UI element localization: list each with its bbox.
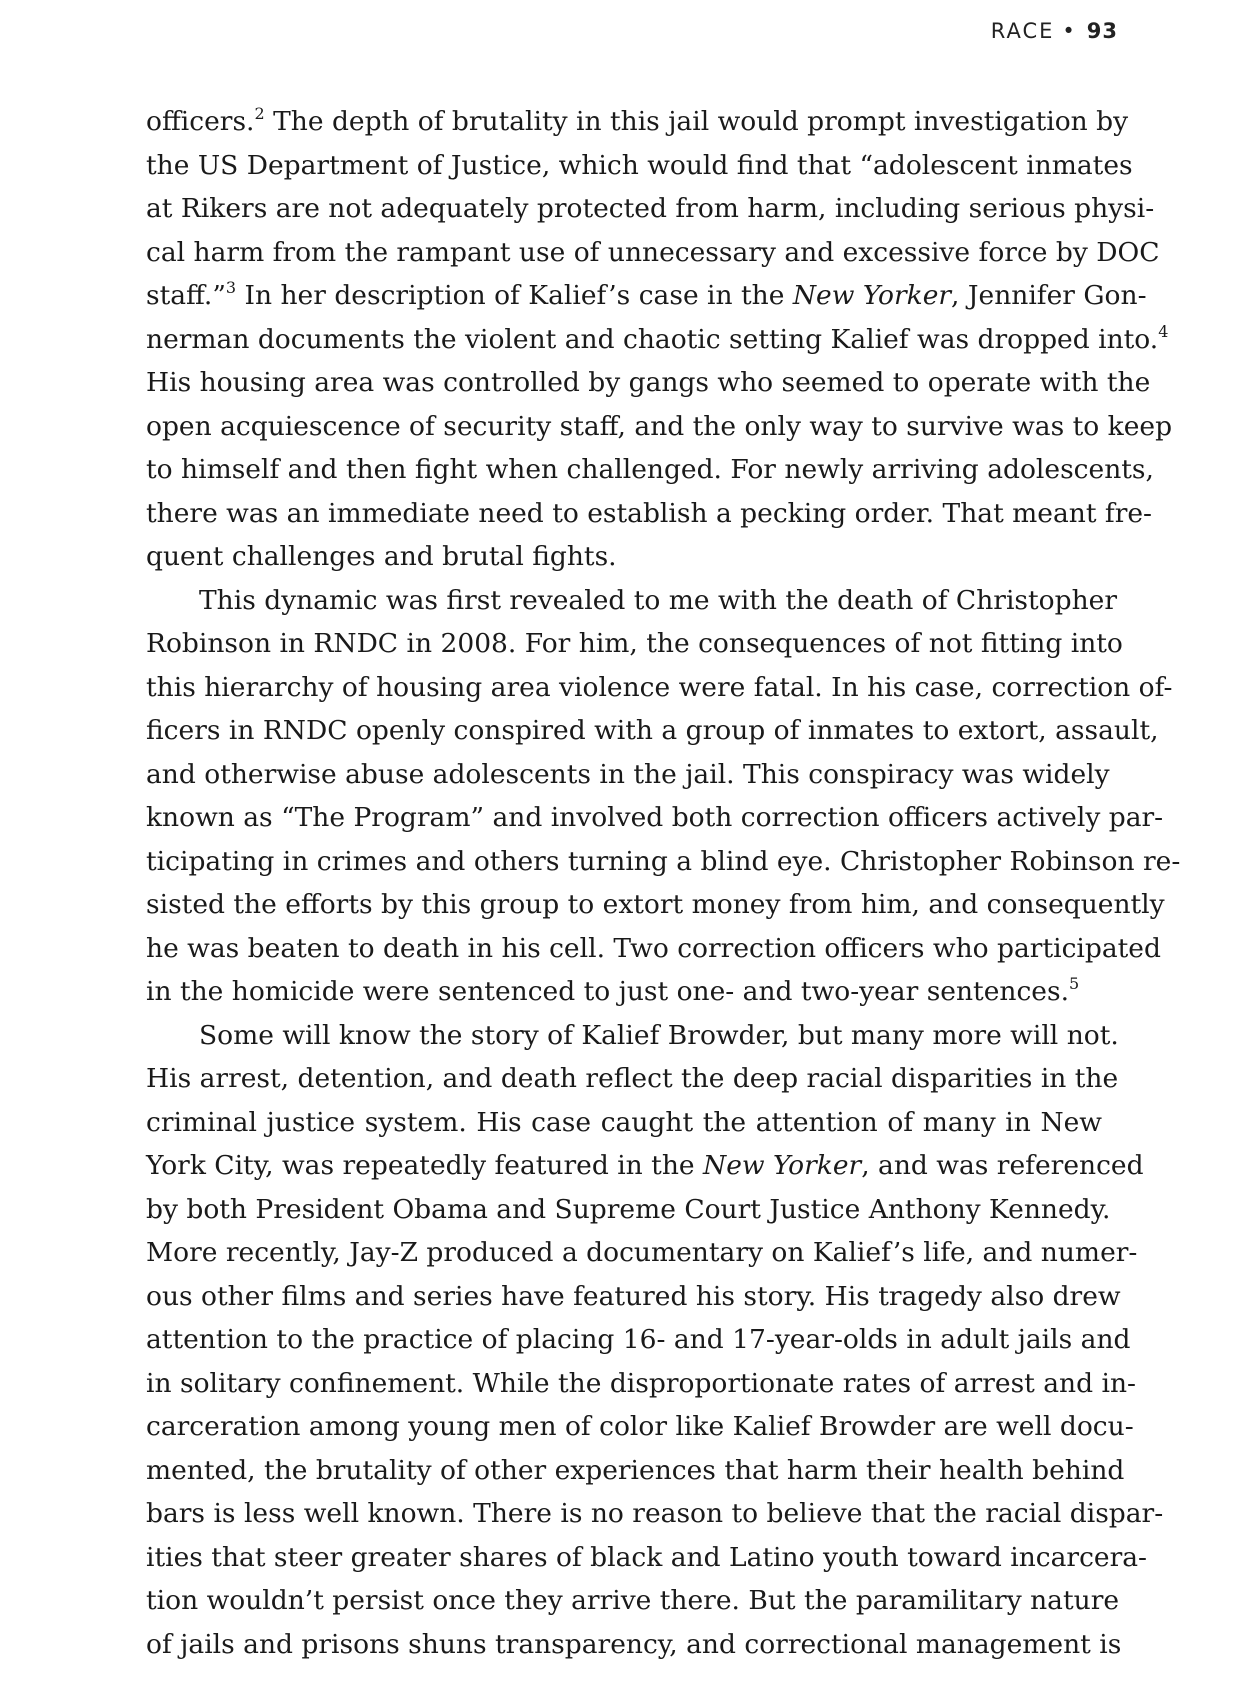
text-run: carceration among young men of color like Kalief Browder are well docu-: [146, 1411, 1134, 1442]
paragraph: [146, 1014, 1164, 1667]
text-line: [146, 1188, 1111, 1232]
text-run: quent challenges and brutal fights.: [146, 541, 617, 572]
text-line: [146, 492, 1153, 536]
text-line: [146, 840, 1181, 884]
text-line: [146, 144, 1133, 188]
text-line: [146, 1101, 1102, 1145]
text-run: criminal justice system. His case caught the attention of many in New: [146, 1106, 1102, 1138]
text-line: [146, 1275, 1121, 1319]
text-run: ticipating in crimes and others turning a blind eye. Christopher Robinson re-: [146, 845, 1181, 877]
text-line: [146, 1536, 1148, 1580]
text-line: [146, 1318, 1131, 1362]
text-line: [146, 1579, 1120, 1623]
text-run: ficers in RNDC openly conspired with a group of inmates to extort, assault,: [146, 715, 1159, 746]
text-run: of jails and prisons shuns transparency, and correctional management is: [146, 1628, 1122, 1660]
text-line: [146, 535, 1102, 579]
text-line: [146, 709, 1159, 753]
text-line: [146, 666, 1173, 710]
text-line: [146, 579, 1118, 623]
text-run: His arrest, detention, and death reflect the deep racial disparities in the: [146, 1063, 1119, 1094]
text-run: In her description of Kalief’s case in the: [236, 280, 793, 311]
section-title: RACE: [990, 19, 1055, 43]
text-run: the US Department of Justice, which would find that “adolescent inmates: [146, 149, 1133, 181]
running-head: [991, 19, 1118, 43]
text-run: in solitary confinement. While the disproportionate rates of arrest and in-: [146, 1367, 1136, 1399]
text-line: [146, 231, 1160, 275]
text-line: [146, 274, 1147, 318]
text-run: at Rikers are not adequately protected from harm, including serious physi-: [146, 193, 1155, 224]
text-run: by both President Obama and Supreme Court Justice Anthony Kennedy.: [146, 1193, 1111, 1225]
text-run: sisted the efforts by this group to extort money from him, and consequently: [146, 889, 1165, 920]
text-run: Robinson in RNDC in 2008. For him, the consequences of not fitting into: [146, 628, 1123, 659]
text-line: [146, 1362, 1136, 1406]
text-run: mented, the brutality of other experiences that harm their health behind: [146, 1454, 1125, 1486]
italic-title: New Yorker: [703, 1150, 862, 1181]
footnote-marker: 3: [225, 277, 237, 297]
text-run: bars is less well known. There is no reason to believe that the racial dispar-: [146, 1498, 1164, 1529]
text-line: [146, 1144, 1144, 1188]
text-run: attention to the practice of placing 16- and 17-year-olds in adult jails and: [146, 1324, 1131, 1355]
text-run: and otherwise abuse adolescents in the jail. This conspiracy was widely: [146, 758, 1110, 790]
text-line: [146, 883, 1165, 927]
text-line: [146, 622, 1123, 666]
text-run: ities that steer greater shares of black and Latino youth toward incarcera-: [146, 1541, 1148, 1573]
footnote-marker: 4: [1158, 321, 1169, 341]
text-run: York City, was repeatedly featured in the: [146, 1150, 703, 1181]
footnote-marker: 2: [254, 103, 265, 123]
text-run: tion wouldn’t persist once they arrive there. But the paramilitary nature: [146, 1585, 1120, 1616]
text-run: His housing area was controlled by gangs who seemed to operate with the: [146, 367, 1151, 398]
paragraph: [146, 579, 1181, 1014]
text-run: staff.”: [146, 280, 226, 311]
text-line: [146, 796, 1164, 840]
text-run: This dynamic was first revealed to me with the death of Christopher: [199, 584, 1118, 616]
text-run: open acquiescence of security staff, and the only way to survive was to keep: [146, 410, 1173, 442]
text-line: [146, 927, 1161, 971]
text-line: [146, 1623, 1122, 1667]
text-run: there was an immediate need to establish a pecking order. That meant fre-: [146, 497, 1153, 529]
text-run: nerman documents the violent and chaotic setting Kalief was dropped into.: [146, 323, 1159, 355]
text-line: [146, 1014, 1119, 1058]
text-line: [146, 1405, 1134, 1449]
text-run: ous other films and series have featured his story. His tragedy also drew: [146, 1280, 1121, 1312]
text-line: [146, 753, 1110, 797]
text-run: The depth of brutality in this jail would prompt investigation by: [264, 106, 1129, 137]
text-line: [146, 1449, 1125, 1493]
paragraph: [146, 100, 1173, 579]
text-run: in the homicide were sentenced to just one- and two-year sentences.: [146, 976, 1069, 1007]
text-run: known as “The Program” and involved both correction officers actively par-: [146, 802, 1164, 833]
text-line: [146, 361, 1151, 405]
text-run: officers.: [146, 106, 255, 137]
text-line: [146, 448, 1154, 492]
text-line: [146, 318, 1169, 362]
text-run: , Jennifer Gon-: [951, 280, 1147, 311]
page-number: 93: [1086, 19, 1118, 43]
text-line: [146, 970, 1102, 1014]
body-text: [146, 100, 1181, 1666]
text-run: cal harm from the rampant use of unnecessary and excessive force by DOC: [146, 236, 1160, 268]
text-run: , and was referenced: [861, 1150, 1144, 1181]
separator-bullet: •: [1062, 19, 1077, 43]
text-line: [146, 405, 1173, 449]
text-run: he was beaten to death in his cell. Two correction officers who participated: [146, 932, 1161, 964]
text-line: [146, 1231, 1138, 1275]
text-run: this hierarchy of housing area violence were fatal. In his case, correction of-: [146, 671, 1173, 703]
text-run: to himself and then fight when challenged. For newly arriving adolescents,: [146, 454, 1154, 485]
text-line: [146, 1492, 1164, 1536]
footnote-marker: 5: [1069, 973, 1080, 993]
text-line: [146, 100, 1129, 144]
italic-title: New Yorker: [792, 280, 952, 311]
text-run: Some will know the story of Kalief Browder, but many more will not.: [199, 1019, 1119, 1051]
text-line: [146, 1057, 1119, 1101]
text-run: More recently, Jay-Z produced a documentary on Kalief’s life, and numer-: [146, 1237, 1138, 1268]
text-line: [146, 187, 1155, 231]
